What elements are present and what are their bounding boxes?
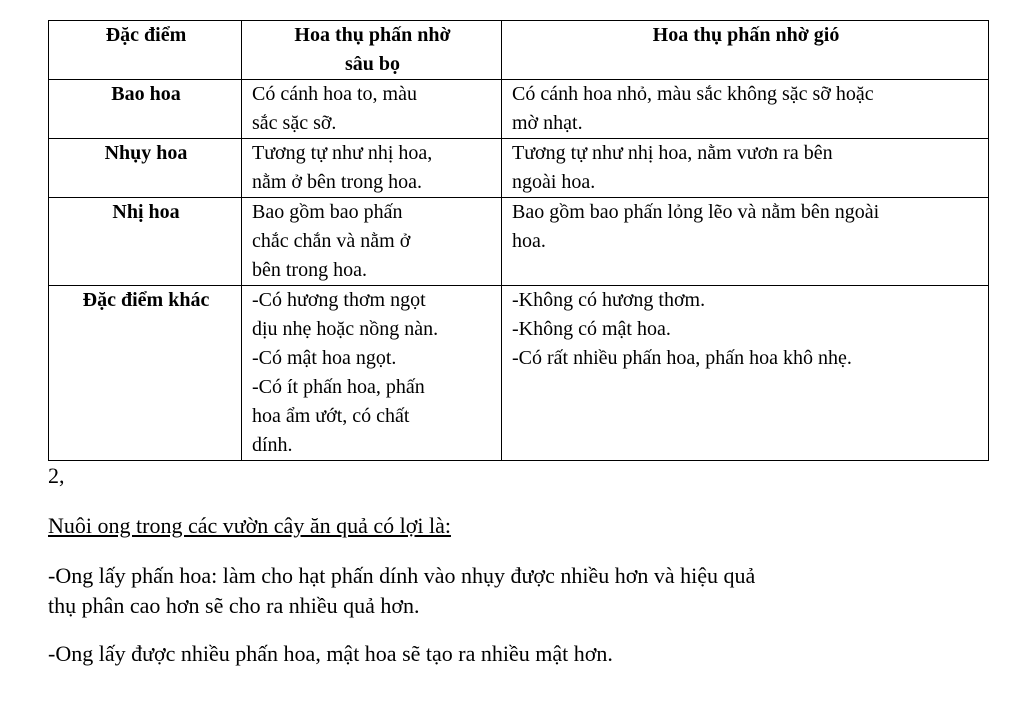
cell-insect-other: -Có hương thơm ngọt dịu nhẹ hoặc nồng nàn. -Có mật hoa ngọt. -Có ít phấn hoa, phấn hoa ẩm ướt, có chất dính. xyxy=(242,286,502,461)
cell-wind-pistil: Tương tự như nhị hoa, nằm vươn ra bên ngoài hoa. xyxy=(502,139,989,198)
answer-section xyxy=(48,461,988,669)
cell-wind-perianth: Có cánh hoa nhỏ, màu sắc không sặc sỡ hoặc mờ nhạt. xyxy=(502,80,989,139)
cell-insect-perianth: Có cánh hoa to, màu sắc sặc sỡ. xyxy=(242,80,502,139)
table-row xyxy=(49,198,989,286)
paragraph-honey: -Ong lấy được nhiều phấn hoa, mật hoa sẽ tạo ra nhiều mật hơn. xyxy=(48,641,613,666)
cell-wind-other: -Không có hương thơm. -Không có mật hoa. -Có rất nhiều phấn hoa, phấn hoa khô nhẹ. xyxy=(502,286,989,461)
table-row xyxy=(49,80,989,139)
row-feature-stamen: Nhị hoa xyxy=(49,198,242,286)
comparison-table xyxy=(48,20,989,461)
table-row xyxy=(49,139,989,198)
section-number: 2, xyxy=(48,463,65,488)
row-feature-pistil: Nhụy hoa xyxy=(49,139,242,198)
header-feature: Đặc điểm xyxy=(49,21,242,80)
section-subheading: Nuôi ong trong các vườn cây ăn quả có lợi là: xyxy=(48,513,451,538)
row-feature-other: Đặc điểm khác xyxy=(49,286,242,461)
header-insect-pollinated: Hoa thụ phấn nhờ sâu bọ xyxy=(242,21,502,80)
row-feature-perianth: Bao hoa xyxy=(49,80,242,139)
cell-insect-stamen: Bao gồm bao phấn chắc chắn và nằm ở bên trong hoa. xyxy=(242,198,502,286)
table-row xyxy=(49,286,989,461)
cell-wind-stamen: Bao gồm bao phấn lỏng lẽo và nằm bên ngoài hoa. xyxy=(502,198,989,286)
document-page xyxy=(48,20,988,669)
cell-insect-pistil: Tương tự như nhị hoa, nằm ở bên trong hoa. xyxy=(242,139,502,198)
table-header-row xyxy=(49,21,989,80)
paragraph-pollen: -Ong lấy phấn hoa: làm cho hạt phấn dính vào nhụy được nhiều hơn và hiệu quả thụ phân cao hơn sẽ cho ra nhiều quả hơn. xyxy=(48,563,756,618)
header-wind-pollinated: Hoa thụ phấn nhờ gió xyxy=(502,21,989,80)
